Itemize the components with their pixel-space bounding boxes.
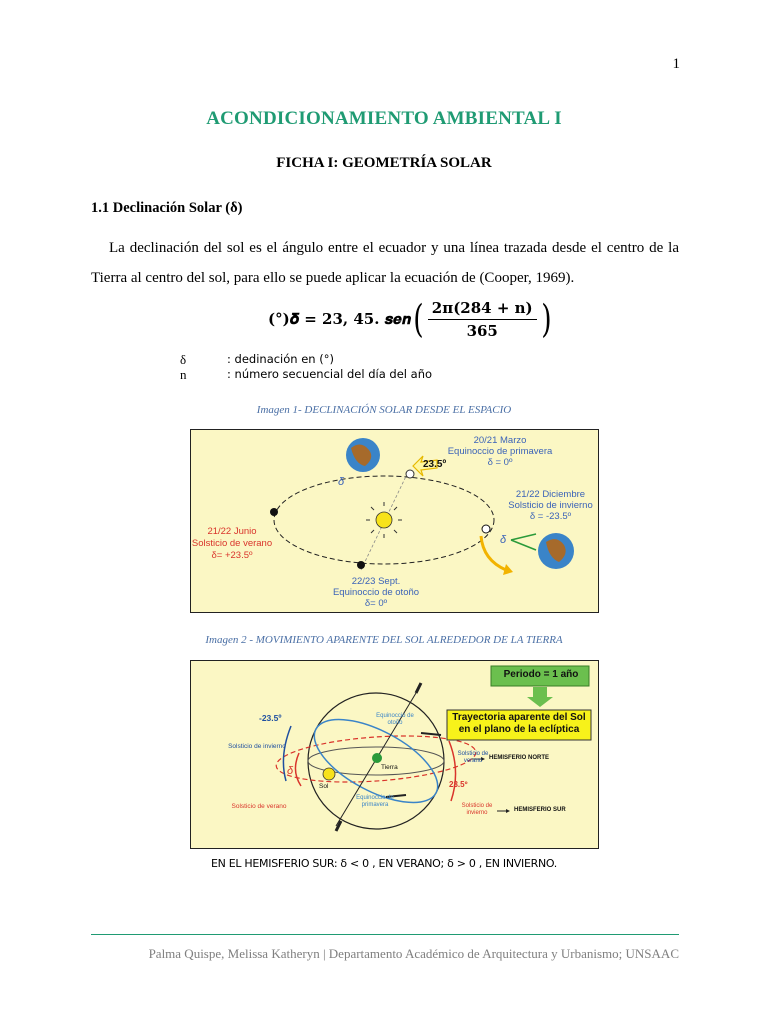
equation-open-paren: ( xyxy=(413,297,424,341)
hemisferio-sur-label: HEMISFERIO SUR xyxy=(514,807,566,813)
footer-divider xyxy=(91,934,679,935)
angle-bottom-label: 23.5º xyxy=(449,780,468,789)
june-name-label: Solsticio de verano xyxy=(191,538,273,549)
figure-apparent-sun-motion xyxy=(190,660,599,849)
trayectoria-line1: Trayectoria aparente del Sol xyxy=(452,712,586,723)
definition-text: : dedinación en (°) xyxy=(227,352,334,366)
sol-label: Sol xyxy=(319,783,329,790)
green-ray-line xyxy=(511,534,536,540)
delta-symbol-right: δ xyxy=(500,534,507,546)
equation-fraction xyxy=(428,299,537,340)
hemisferio-norte-label: HEMISFERIO NORTE xyxy=(489,755,550,761)
definition-row xyxy=(180,367,432,382)
equation-numerator: 2π(284 + n) xyxy=(428,299,537,320)
definition-text: : número secuencial del día del año xyxy=(227,367,433,381)
definition-symbol: δ xyxy=(180,352,187,367)
hemisphere-note: EN EL HEMISFERIO SUR: δ < 0 , EN VERANO; δ > 0 , EN INVIERNO. xyxy=(210,857,558,870)
solsticio-invierno-left-label: Solsticio de invierno xyxy=(228,743,286,750)
tierra-label: Tierra xyxy=(381,764,398,771)
declination-equation xyxy=(268,296,553,342)
body-paragraph: La declinación del sol es el ángulo entre el ecuador y una línea trazada desde el centro de la Tierra al centro del sol, para ello se puede aplicar la ecuación de (Cooper, 1969). xyxy=(91,240,679,286)
green-ray-line-2 xyxy=(511,540,536,550)
sun-icon xyxy=(323,768,335,780)
image1-caption: Imagen 1- DECLINACIÓN SOLAR DESDE EL ESPACIO xyxy=(256,404,512,416)
december-name-label: Solsticio de invierno xyxy=(508,500,593,511)
page-number: 1 xyxy=(672,56,680,72)
axis-end-top xyxy=(416,683,421,693)
definition-symbol: n xyxy=(180,367,187,382)
earth-position-september-icon xyxy=(357,561,365,569)
angle-top-label: -23.5º xyxy=(259,713,282,723)
equation-denominator: 365 xyxy=(466,321,498,340)
angle-label-top: 23.5º xyxy=(423,459,447,470)
december-delta-label: δ = -23.5º xyxy=(529,511,572,522)
sun-icon xyxy=(376,512,392,528)
equinoccio-otono-label: Equinoccio de otoño xyxy=(376,713,414,726)
september-name-label: Equinoccio de otoño xyxy=(332,587,420,598)
earth-position-june-icon xyxy=(270,508,278,516)
solsticio-verano-right-label: Solsticio de verano xyxy=(457,751,489,764)
earth-icon xyxy=(372,753,382,763)
june-date-label: 21/22 Junio xyxy=(207,526,257,537)
image2-caption: Imagen 2 - MOVIMIENTO APARENTE DEL SOL ALREDEDOR DE LA TIERRA xyxy=(205,634,563,646)
variable-definitions xyxy=(180,352,432,382)
equation-close-paren: ) xyxy=(540,297,552,341)
september-date-label: 22/23 Sept. xyxy=(351,576,401,587)
red-angle-arc-right xyxy=(449,741,456,801)
earth-position-december-icon xyxy=(482,525,490,533)
december-date-label: 21/22 Diciembre xyxy=(515,489,586,500)
page-footer: Palma Quispe, Melissa Katheryn | Departamento Académico de Arquitectura y Urbanismo; UNSAAC xyxy=(148,946,679,961)
document-title: ACONDICIONAMIENTO AMBIENTAL I xyxy=(206,108,562,129)
september-delta-label: δ= 0º xyxy=(364,598,388,609)
equinoccio-primavera-label: Equinoccio de primavera xyxy=(356,795,394,808)
delta-symbol-left: δ xyxy=(338,476,345,488)
trayectoria-line2: en el plano de la eclíptica xyxy=(458,724,580,735)
march-date-label: 20/21 Marzo xyxy=(473,435,527,446)
earth-position-march-icon xyxy=(406,470,414,478)
equation-lhs: (°)𝜹 = 𝟐𝟑, 𝟒𝟓. 𝒔𝒆𝒏 xyxy=(268,310,411,328)
definition-row xyxy=(180,352,432,367)
solsticio-invierno-right-label: Solsticio de invierno xyxy=(461,803,493,816)
red-angle-arc xyxy=(295,753,301,786)
june-delta-label: δ= +23.5º xyxy=(211,550,253,561)
solsticio-verano-left-label: Solsticio de verano xyxy=(231,803,287,810)
figure-solar-declination xyxy=(190,429,599,613)
document-subtitle: FICHA I: GEOMETRÍA SOLAR xyxy=(276,155,492,171)
yellow-arrowhead-icon xyxy=(503,564,513,575)
section-heading: 1.1 Declinación Solar (δ) xyxy=(91,200,243,216)
march-name-label: Equinoccio de primavera xyxy=(447,446,553,457)
period-arrow-icon xyxy=(527,687,553,707)
period-label: Periodo = 1 año xyxy=(503,669,579,680)
south-arrowhead-icon xyxy=(506,809,510,813)
march-delta-label: δ = 0º xyxy=(487,457,513,468)
delta-symbol-fig2: δ xyxy=(287,765,294,777)
